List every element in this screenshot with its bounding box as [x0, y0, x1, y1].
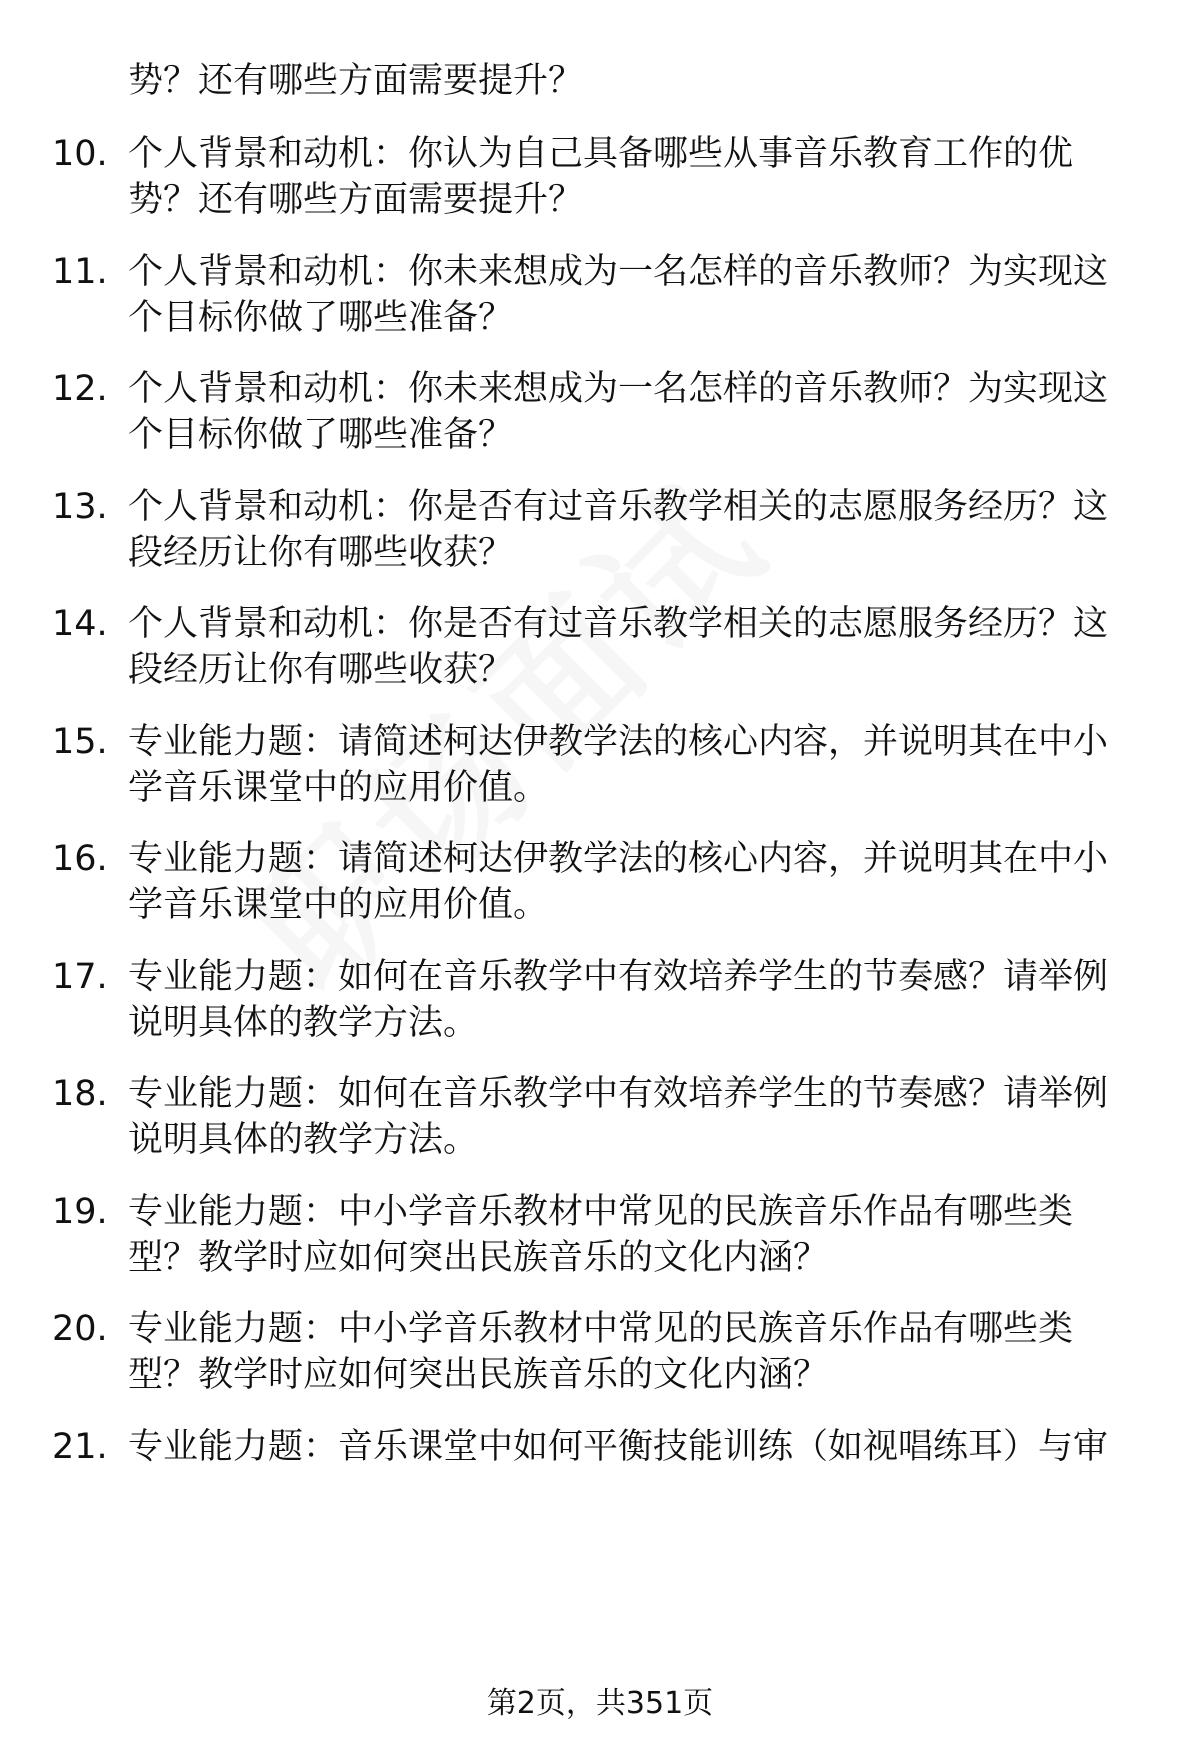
item-text-line1: 专业能力题：如何在音乐教学中有效培养学生的节奏感？请举例	[128, 957, 1109, 997]
item-number: 21.	[52, 1427, 108, 1467]
item-text-line1: 专业能力题：请简述柯达伊教学法的核心内容，并说明其在中小	[128, 722, 1109, 762]
item-text-line2: 学音乐课堂中的应用价值。	[128, 768, 549, 808]
item-number: 15.	[52, 722, 108, 762]
item-text-line1: 专业能力题：如何在音乐教学中有效培养学生的节奏感？请举例	[128, 1074, 1109, 1114]
item-number: 19.	[52, 1192, 108, 1232]
item-text-line2: 型？教学时应如何突出民族音乐的文化内涵？	[128, 1355, 829, 1395]
item-text-line2: 说明具体的教学方法。	[128, 1120, 479, 1160]
item-text-line2: 型？教学时应如何突出民族音乐的文化内涵？	[128, 1238, 829, 1278]
item-number: 16.	[52, 839, 108, 879]
item-text-line2: 个目标你做了哪些准备？	[128, 298, 514, 338]
item-number: 13.	[52, 487, 108, 527]
item-text-line2: 段经历让你有哪些收获？	[128, 533, 514, 573]
item-text-line1: 专业能力题：中小学音乐教材中常见的民族音乐作品有哪些类	[128, 1309, 1074, 1349]
item-text-line1: 个人背景和动机：你未来想成为一名怎样的音乐教师？为实现这	[128, 369, 1109, 409]
item-text-line1: 专业能力题：请简述柯达伊教学法的核心内容，并说明其在中小	[128, 839, 1109, 879]
item-text-line1: 个人背景和动机：你认为自己具备哪些从事音乐教育工作的优	[128, 134, 1074, 174]
carryover-line: 势？还有哪些方面需要提升？	[128, 61, 584, 101]
item-text-line1: 个人背景和动机：你未来想成为一名怎样的音乐教师？为实现这	[128, 252, 1109, 292]
item-text-line1: 个人背景和动机：你是否有过音乐教学相关的志愿服务经历？这	[128, 487, 1109, 527]
item-number: 12.	[52, 369, 108, 409]
item-number: 20.	[52, 1309, 108, 1349]
item-text-line2: 段经历让你有哪些收获？	[128, 650, 514, 690]
item-number: 18.	[52, 1074, 108, 1114]
item-number: 11.	[52, 252, 108, 292]
item-number: 17.	[52, 957, 108, 997]
page-footer: 第2页，共351页	[486, 1686, 714, 1721]
item-text-line2: 学音乐课堂中的应用价值。	[128, 885, 549, 925]
item-number: 10.	[52, 134, 108, 174]
item-text-line2: 说明具体的教学方法。	[128, 1003, 479, 1043]
item-number: 14.	[52, 604, 108, 644]
item-text-line1: 专业能力题：中小学音乐教材中常见的民族音乐作品有哪些类	[128, 1192, 1074, 1232]
item-text-line1: 专业能力题：音乐课堂中如何平衡技能训练（如视唱练耳）与审	[128, 1427, 1109, 1467]
item-text-line2: 势？还有哪些方面需要提升？	[128, 180, 584, 220]
item-text-line1: 个人背景和动机：你是否有过音乐教学相关的志愿服务经历？这	[128, 604, 1109, 644]
item-text-line2: 个目标你做了哪些准备？	[128, 415, 514, 455]
